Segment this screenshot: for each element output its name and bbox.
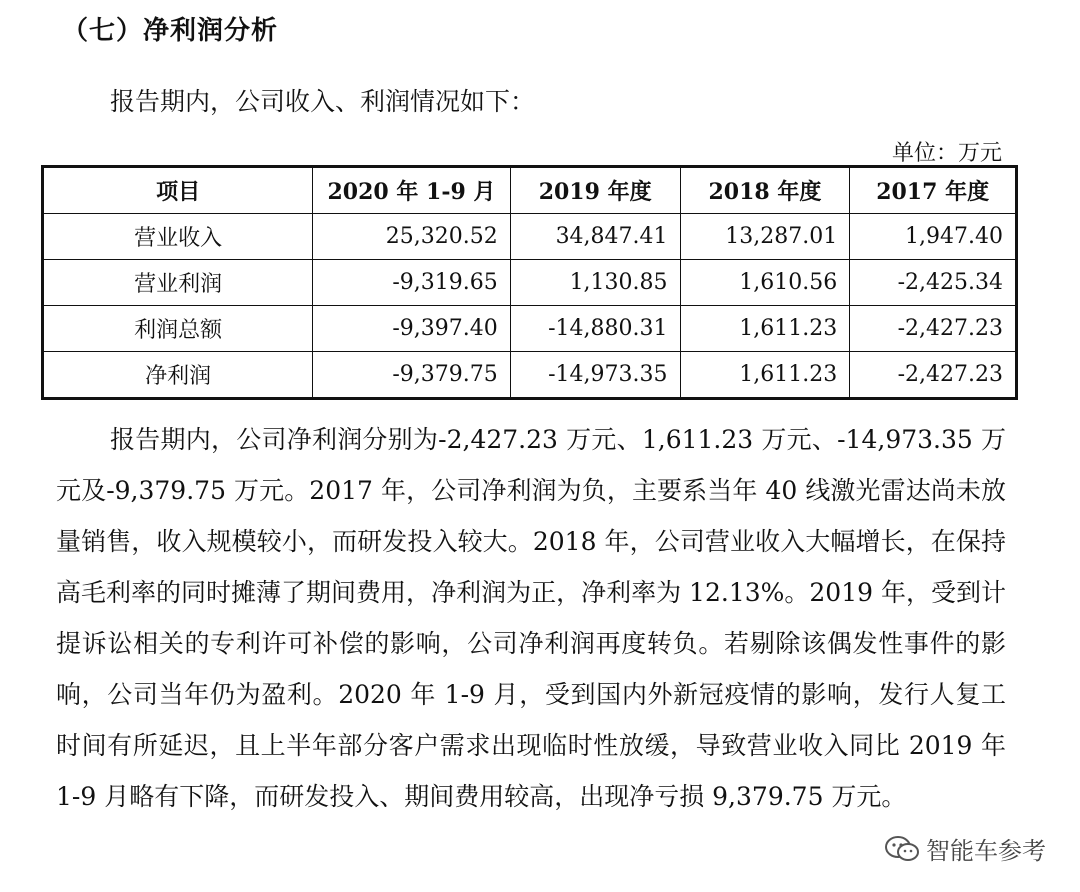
table-cell: -9,319.65 bbox=[313, 260, 511, 306]
table-cell: -14,880.31 bbox=[510, 306, 680, 352]
table-cell: 1,610.56 bbox=[680, 260, 850, 306]
table-cell: 1,130.85 bbox=[510, 260, 680, 306]
table-header-row bbox=[43, 167, 1017, 214]
table-header-cell: 2020 年 1-9 月 bbox=[313, 167, 511, 214]
section-heading: （七）净利润分析 bbox=[62, 16, 279, 46]
table-cell: 1,947.40 bbox=[850, 214, 1017, 260]
table-row bbox=[43, 214, 1017, 260]
table-row bbox=[43, 306, 1017, 352]
table-header-cell: 2019 年度 bbox=[510, 167, 680, 214]
table-cell: -9,397.40 bbox=[313, 306, 511, 352]
table-cell: -2,425.34 bbox=[850, 260, 1017, 306]
unit-label: 单位：万元 bbox=[891, 141, 1002, 166]
table-header-cell: 2018 年度 bbox=[680, 167, 850, 214]
table-cell: -9,379.75 bbox=[313, 352, 511, 399]
table-row bbox=[43, 352, 1017, 399]
watermark bbox=[884, 831, 1046, 866]
table-cell: 25,320.52 bbox=[313, 214, 511, 260]
table-cell: 1,611.23 bbox=[680, 352, 850, 399]
intro-text: 报告期内，公司收入、利润情况如下： bbox=[110, 87, 536, 116]
table-cell: 34,847.41 bbox=[510, 214, 680, 260]
watermark-text: 智能车参考 bbox=[926, 837, 1046, 865]
financial-table bbox=[41, 165, 1018, 400]
row-label: 利润总额 bbox=[43, 306, 313, 352]
table-cell: 1,611.23 bbox=[680, 306, 850, 352]
table-cell: -14,973.35 bbox=[510, 352, 680, 399]
row-label: 营业利润 bbox=[43, 260, 313, 306]
row-label: 营业收入 bbox=[43, 214, 313, 260]
table-cell: -2,427.23 bbox=[850, 306, 1017, 352]
row-label: 净利润 bbox=[43, 352, 313, 399]
table-header-cell: 2017 年度 bbox=[850, 167, 1017, 214]
wechat-icon bbox=[884, 835, 920, 863]
analysis-paragraph: 报告期内，公司净利润分别为-2,427.23 万元、1,611.23 万元、-14,973.35 万元及-9,379.75 万元。2017 年，公司净利润为负，主要系当年 40 线激光雷达尚未放量销售，收入规模较小，而研发投入较大。2018 年，公司营业收入大幅增长，在保持高毛利率的同时摊薄了期间费用，净利润为正，净利率为 12.13%。2019 年，受到计提诉讼相关的专利许可补偿的影响，公司净利润再度转负。若剔除该偶发性事件的影响，公司当年仍为盈利。2020 年 1-9 月，受到国内外新冠疫情的影响，发行人复工时间有所延迟，且上半年部分客户需求出现临时性放缓，导致营业收入同比 2019 年 1-9 月略有下降，而研发投入、期间费用较高，出现净亏损 9,379.75 万元。 bbox=[56, 425, 1006, 811]
table-cell: -2,427.23 bbox=[850, 352, 1017, 399]
table-cell: 13,287.01 bbox=[680, 214, 850, 260]
table-header-cell: 项目 bbox=[43, 167, 313, 214]
table-row bbox=[43, 260, 1017, 306]
